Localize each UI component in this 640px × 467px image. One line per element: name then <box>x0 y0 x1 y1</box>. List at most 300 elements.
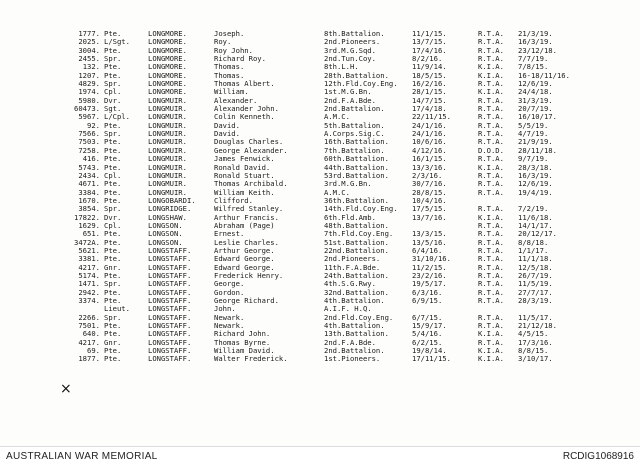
enlistment-date: 22/11/15. <box>412 112 451 122</box>
rank: Pte. <box>104 187 122 197</box>
fate-date: 11/5/19. <box>518 279 553 289</box>
rank: Pte. <box>104 270 122 280</box>
surname: LONGSTAFF. <box>148 254 192 264</box>
fate: K.I.A. <box>478 87 504 97</box>
service-number: 2025. <box>78 37 100 47</box>
footer-institution: AUSTRALIAN WAR MEMORIAL <box>6 451 158 462</box>
fate-date: 21/3/19. <box>518 29 553 38</box>
surname: LONGOBARDI. <box>148 195 196 205</box>
given-names: Leslie Charles. <box>214 237 279 247</box>
enlistment-date: 31/10/16. <box>412 254 451 264</box>
fate: R.T.A. <box>478 95 504 105</box>
service-number: 1471. <box>78 279 100 289</box>
rank: Pte. <box>104 354 122 364</box>
fate: R.T.A. <box>478 254 504 264</box>
given-names: Arthur George. <box>214 245 275 255</box>
enlistment-date: 4/12/16. <box>412 145 447 155</box>
fate: R.T.A. <box>478 270 504 280</box>
surname: LONGMUIR. <box>148 162 187 172</box>
unit: 2nd.Pioneers. <box>324 254 381 264</box>
fate-date: 16/3/19. <box>518 170 553 180</box>
fate: D.O.D. <box>478 145 504 155</box>
service-number: 1974. <box>78 87 100 97</box>
given-names: George Alexander. <box>214 145 288 155</box>
fate: R.T.A. <box>478 220 504 230</box>
fate-date: 4/5/15. <box>518 329 549 339</box>
surname: LONGMUIR. <box>148 120 187 130</box>
enlistment-date: 6/2/15. <box>412 337 443 347</box>
surname: LONGMORE. <box>148 79 187 89</box>
fate-date: 5/5/19. <box>518 120 549 130</box>
given-names: Alexander John. <box>214 104 279 114</box>
fate: R.T.A. <box>478 179 504 189</box>
enlistment-date: 10/4/16. <box>412 195 447 205</box>
unit: 7th.Fld.Coy.Eng. <box>324 229 394 239</box>
fate-date: 17/3/16. <box>518 337 553 347</box>
surname: LONGSON. <box>148 220 183 230</box>
fate-date: 7/8/15. <box>518 62 549 72</box>
enlistment-date: 13/7/16. <box>412 212 447 222</box>
rank: Pte. <box>104 321 122 331</box>
enlistment-date: 13/5/16. <box>412 237 447 247</box>
rank: Spr. <box>104 79 122 89</box>
fate: R.T.A. <box>478 112 504 122</box>
surname: LONGMORE. <box>148 29 187 38</box>
surname: LONGSTAFF. <box>148 337 192 347</box>
enlistment-date: 16/2/16. <box>412 79 447 89</box>
unit: 2nd.F.A.Bde. <box>324 95 376 105</box>
fate: R.T.A. <box>478 321 504 331</box>
surname: LONGSTAFF. <box>148 287 192 297</box>
fate: R.T.A. <box>478 337 504 347</box>
fate: R.T.A. <box>478 170 504 180</box>
service-number: 4829. <box>78 79 100 89</box>
rank: Dvr. <box>104 95 122 105</box>
surname: LONGMORE. <box>148 54 187 64</box>
surname: LONGSTAFF. <box>148 346 192 356</box>
given-names: Thomas Byrne. <box>214 337 271 347</box>
rank: Spr. <box>104 312 122 322</box>
service-number: 5967. <box>78 112 100 122</box>
fate-date: 21/12/18. <box>518 321 557 331</box>
unit: 8th.Battalion. <box>324 29 385 38</box>
unit: 53rd.Battalion. <box>324 170 389 180</box>
service-number: 69. <box>87 346 100 356</box>
service-number: 1777. <box>78 29 100 38</box>
given-names: Ronald David. <box>214 162 271 172</box>
service-number: 1629. <box>78 220 100 230</box>
service-number: 651. <box>82 229 100 239</box>
surname: LONGMUIR. <box>148 129 187 139</box>
unit: 36th.Battalion. <box>324 195 389 205</box>
rank: Cpl. <box>104 170 122 180</box>
unit: 60th.Battalion. <box>324 154 389 164</box>
footer-record-id: RCDIG1068916 <box>562 451 634 462</box>
given-names: Frederick Henry. <box>214 270 284 280</box>
service-number: 4217. <box>78 337 100 347</box>
rank: Pte. <box>104 145 122 155</box>
unit: 2nd.Fld.Coy.Eng. <box>324 312 394 322</box>
fate: R.T.A. <box>478 229 504 239</box>
service-number: 1670. <box>78 195 100 205</box>
fate-date: 9/7/19. <box>518 154 549 164</box>
rank: Pte. <box>104 137 122 147</box>
unit: 12th.Fld.Coy.Eng. <box>324 79 398 89</box>
unit: 6th.Fld.Amb. <box>324 212 376 222</box>
service-number: 640. <box>82 329 100 339</box>
surname: LONGSTAFF. <box>148 321 192 331</box>
given-names: Richard John. <box>214 329 271 339</box>
surname: LONGMUIR. <box>148 112 187 122</box>
unit: 4th.S.G.Rwy. <box>324 279 376 289</box>
given-names: Abraham (Page) <box>214 220 275 230</box>
given-names: Newark. <box>214 321 245 331</box>
service-number: 7566. <box>78 129 100 139</box>
given-names: James Fenwick. <box>214 154 275 164</box>
enlistment-date: 13/3/15. <box>412 229 447 239</box>
rank: Sgt. <box>104 104 122 114</box>
enlistment-date: 24/1/16. <box>412 129 447 139</box>
surname: LONGMUIR. <box>148 104 187 114</box>
fate: R.T.A. <box>478 54 504 64</box>
fate-date: 8/8/18. <box>518 237 549 247</box>
fate-date: 12/6/19. <box>518 179 553 189</box>
fate: R.T.A. <box>478 137 504 147</box>
unit: 2nd.Battalion. <box>324 346 385 356</box>
fate-date: 14/1/17. <box>518 220 553 230</box>
given-names: John. <box>214 304 236 314</box>
fate-date: 27/7/17. <box>518 287 553 297</box>
enlistment-date: 11/9/14. <box>412 62 447 72</box>
margin-cross-mark: × <box>60 381 72 397</box>
service-number: 5980. <box>78 95 100 105</box>
enlistment-date: 13/3/16. <box>412 162 447 172</box>
fate-date: 12/5/18. <box>518 262 553 272</box>
enlistment-date: 6/9/15. <box>412 296 443 305</box>
fate: R.T.A. <box>478 262 504 272</box>
rank: Spr. <box>104 279 122 289</box>
service-number: 7501. <box>78 321 100 331</box>
table-row <box>72 355 632 363</box>
given-names: David. <box>214 120 240 130</box>
service-number: 1877. <box>78 354 100 364</box>
surname: LONGMORE. <box>148 37 187 47</box>
surname: LONGSTAFF. <box>148 304 192 314</box>
surname: LONGSON. <box>148 229 183 239</box>
rank: Spr. <box>104 204 122 214</box>
given-names: Thomas. <box>214 62 245 72</box>
service-number: 4671. <box>78 179 100 189</box>
rank: L/Cpl. <box>104 112 130 122</box>
rank: Pte. <box>104 62 122 72</box>
fate-date: 16/3/19. <box>518 37 553 47</box>
enlistment-date: 18/5/15. <box>412 70 447 80</box>
surname: LONGSTAFF. <box>148 312 192 322</box>
given-names: Ernest. <box>214 229 245 239</box>
rank: Pte. <box>104 154 122 164</box>
surname: LONGSTAFF. <box>148 354 192 364</box>
rank: Pte. <box>104 237 122 247</box>
service-number: 5174. <box>78 270 100 280</box>
fate-date: 3/10/17. <box>518 354 553 364</box>
service-number: 3854. <box>78 204 100 214</box>
unit: A.M.C. <box>324 187 350 197</box>
fate: R.T.A. <box>478 79 504 89</box>
unit: 44th.Battalion. <box>324 162 389 172</box>
fate: R.T.A. <box>478 187 504 197</box>
fate-date: 19/4/19. <box>518 187 553 197</box>
fate: R.T.A. <box>478 312 504 322</box>
rank: Pte. <box>104 29 122 38</box>
fate-date: 21/9/19. <box>518 137 553 147</box>
fate-date: 16-18/11/16. <box>518 70 570 80</box>
fate: R.T.A. <box>478 204 504 214</box>
rank: Pte. <box>104 162 122 172</box>
given-names: Clifford. <box>214 195 253 205</box>
enlistment-date: 30/7/16. <box>412 179 447 189</box>
surname: LONGSTAFF. <box>148 329 192 339</box>
rank: Spr. <box>104 129 122 139</box>
fate: R.T.A. <box>478 37 504 47</box>
surname: LONGSHAW. <box>148 212 187 222</box>
fate-date: 11/1/18. <box>518 254 553 264</box>
fate: K.I.A. <box>478 346 504 356</box>
enlistment-date: 10/6/16. <box>412 137 447 147</box>
enlistment-date: 6/3/16. <box>412 287 443 297</box>
unit: 22nd.Battalion. <box>324 245 389 255</box>
unit: 1st.Pioneers. <box>324 354 381 364</box>
given-names: George. <box>214 279 245 289</box>
given-names: Douglas Charles. <box>214 137 284 147</box>
unit: 2nd.Battalion. <box>324 104 385 114</box>
given-names: Joseph. <box>214 29 245 38</box>
unit: A.M.C. <box>324 112 350 122</box>
unit: 51st.Battalion. <box>324 237 389 247</box>
fate: R.T.A. <box>478 245 504 255</box>
service-number: 7503. <box>78 137 100 147</box>
surname: LONGMUIR. <box>148 154 187 164</box>
unit: A.I.F. H.Q. <box>324 304 372 314</box>
rank: Pte. <box>104 70 122 80</box>
unit: A.Corps.Sig.C. <box>324 129 385 139</box>
service-number: 3004. <box>78 45 100 55</box>
fate: K.I.A. <box>478 329 504 339</box>
fate: R.T.A. <box>478 104 504 114</box>
unit: 24th.Battalion. <box>324 270 389 280</box>
surname: LONGSTAFF. <box>148 279 192 289</box>
surname: LONGMUIR. <box>148 187 187 197</box>
unit: 5th.Battalion. <box>324 120 385 130</box>
unit: 28th.Battalion. <box>324 70 389 80</box>
given-names: Colin Kenneth. <box>214 112 275 122</box>
surname: LONGSTAFF. <box>148 245 192 255</box>
surname: LONGMUIR. <box>148 145 187 155</box>
unit: 16th.Battalion. <box>324 137 389 147</box>
unit: 4th.Battalion. <box>324 321 385 331</box>
unit: 2nd.Pioneers. <box>324 37 381 47</box>
given-names: William David. <box>214 346 275 356</box>
given-names: Roy. <box>214 37 232 47</box>
enlistment-date: 23/2/16. <box>412 270 447 280</box>
enlistment-date: 5/4/16. <box>412 329 443 339</box>
service-number: 3381. <box>78 254 100 264</box>
fate: R.T.A. <box>478 129 504 139</box>
service-number: 7258. <box>78 145 100 155</box>
fate: K.I.A. <box>478 162 504 172</box>
rank: Gnr. <box>104 337 122 347</box>
unit: 3rd.M.G.Bn. <box>324 179 372 189</box>
service-number: 92. <box>87 120 100 130</box>
given-names: Ronald Stuart. <box>214 170 275 180</box>
fate-date: 23/12/18. <box>518 45 557 55</box>
fate-date: 31/3/19. <box>518 95 553 105</box>
service-number: 416. <box>82 154 100 164</box>
fate-date: 1/1/17. <box>518 245 549 255</box>
fate: K.I.A. <box>478 354 504 364</box>
enlistment-date: 28/8/15. <box>412 187 447 197</box>
fate-date: 28/3/19. <box>518 296 553 305</box>
service-number: 2266. <box>78 312 100 322</box>
given-names: David. <box>214 129 240 139</box>
fate: R.T.A. <box>478 120 504 130</box>
service-number: 60473. <box>74 104 100 114</box>
rank: Pte. <box>104 346 122 356</box>
unit: 13th.Battalion. <box>324 329 389 339</box>
service-number: 3384. <box>78 187 100 197</box>
surname: LONGSTAFF. <box>148 270 192 280</box>
given-names: Edward George. <box>214 254 275 264</box>
given-names: Thomas Archibald. <box>214 179 288 189</box>
unit: 1st.M.G.Bn. <box>324 87 372 97</box>
fate: R.T.A. <box>478 154 504 164</box>
enlistment-date: 24/1/16. <box>412 120 447 130</box>
fate-date: 7/2/19. <box>518 204 549 214</box>
fate: K.I.A. <box>478 70 504 80</box>
service-number: 5621. <box>78 245 100 255</box>
rank: Lieut. <box>104 304 130 314</box>
service-number: 2434. <box>78 170 100 180</box>
unit: 3rd.M.G.Sqd. <box>324 45 376 55</box>
given-names: Thomas. <box>214 70 245 80</box>
service-number: 3374. <box>78 296 100 305</box>
rank: Dvr. <box>104 212 122 222</box>
rank: Pte. <box>104 45 122 55</box>
given-names: William Keith. <box>214 187 275 197</box>
unit: 2nd.Tun.Coy. <box>324 54 376 64</box>
rank: Pte. <box>104 287 122 297</box>
service-number: 4217. <box>78 262 100 272</box>
enlistment-date: 15/9/17. <box>412 321 447 331</box>
given-names: Richard Roy. <box>214 54 266 64</box>
enlistment-date: 17/4/18. <box>412 104 447 114</box>
enlistment-date: 13/7/15. <box>412 37 447 47</box>
unit: 7th.Battalion. <box>324 145 385 155</box>
service-number: 2942. <box>78 287 100 297</box>
unit: 2nd.F.A.Bde. <box>324 337 376 347</box>
fate-date: 24/4/18. <box>518 87 553 97</box>
unit: 48th.Battalion. <box>324 220 389 230</box>
unit: 11th.F.A.Bde. <box>324 262 381 272</box>
fate-date: 12/6/19. <box>518 79 553 89</box>
fate: R.T.A. <box>478 287 504 297</box>
unit: 14th.Fld.Coy.Eng. <box>324 204 398 214</box>
enlistment-date: 16/1/15. <box>412 154 447 164</box>
fate-date: 8/8/15. <box>518 346 549 356</box>
fate: K.I.A. <box>478 212 504 222</box>
rank: Pte. <box>104 120 122 130</box>
rank: Cpl. <box>104 220 122 230</box>
given-names: Arthur Francis. <box>214 212 279 222</box>
rank: L/Sgt. <box>104 37 130 47</box>
rank: Pte. <box>104 195 122 205</box>
fate-date: 20/7/19. <box>518 104 553 114</box>
given-names: Walter Frederick. <box>214 354 288 364</box>
given-names: Newark. <box>214 312 245 322</box>
surname: LONGMUIR. <box>148 170 187 180</box>
rank: Pte. <box>104 254 122 264</box>
given-names: Gordon. <box>214 287 245 297</box>
service-number: 17822. <box>74 212 100 222</box>
fate-date: 28/3/18. <box>518 162 553 172</box>
fate: R.T.A. <box>478 45 504 55</box>
enlistment-date: 17/5/15. <box>412 204 447 214</box>
given-names: Alexander. <box>214 95 258 105</box>
unit: 4th.Battalion. <box>324 296 385 305</box>
enlistment-date: 11/1/15. <box>412 29 447 38</box>
service-number: 5743. <box>78 162 100 172</box>
service-number: 2455. <box>78 54 100 64</box>
unit: 8th.L.H. <box>324 62 359 72</box>
surname: LONGSTAFF. <box>148 262 192 272</box>
fate: K.I.A. <box>478 62 504 72</box>
footer-bar <box>0 446 640 467</box>
rank: Pte. <box>104 179 122 189</box>
rank: Pte. <box>104 296 122 305</box>
surname: LONGMORE. <box>148 45 187 55</box>
rank: Gnr. <box>104 262 122 272</box>
fate: R.T.A. <box>478 29 504 38</box>
given-names: Thomas Albert. <box>214 79 275 89</box>
given-names: Wilfred Stanley. <box>214 204 284 214</box>
fate-date: 11/5/17. <box>518 312 553 322</box>
surname: LONGMUIR. <box>148 137 187 147</box>
surname: LONGRIDGE. <box>148 204 192 214</box>
surname: LONGSON. <box>148 237 183 247</box>
enlistment-date: 14/7/15. <box>412 95 447 105</box>
enlistment-date: 6/7/15. <box>412 312 443 322</box>
given-names: George Richard. <box>214 296 279 305</box>
enlistment-date: 17/4/16. <box>412 45 447 55</box>
enlistment-date: 19/8/14. <box>412 346 447 356</box>
enlistment-date: 6/4/16. <box>412 245 443 255</box>
service-number: 3472A. <box>74 237 100 247</box>
service-number: 1207. <box>78 70 100 80</box>
nominal-roll-list <box>72 30 632 364</box>
given-names: Roy John. <box>214 45 253 55</box>
enlistment-date: 11/2/15. <box>412 262 447 272</box>
fate-date: 26/7/19. <box>518 270 553 280</box>
fate-date: 7/7/19. <box>518 54 549 64</box>
rank: Pte. <box>104 229 122 239</box>
surname: LONGMORE. <box>148 70 187 80</box>
enlistment-date: 19/5/17. <box>412 279 447 289</box>
surname: LONGSTAFF. <box>148 296 192 305</box>
fate: R.T.A. <box>478 237 504 247</box>
fate-date: 4/7/19. <box>518 129 549 139</box>
given-names: William. <box>214 87 249 97</box>
given-names: Edward George. <box>214 262 275 272</box>
fate: R.T.A. <box>478 296 504 305</box>
